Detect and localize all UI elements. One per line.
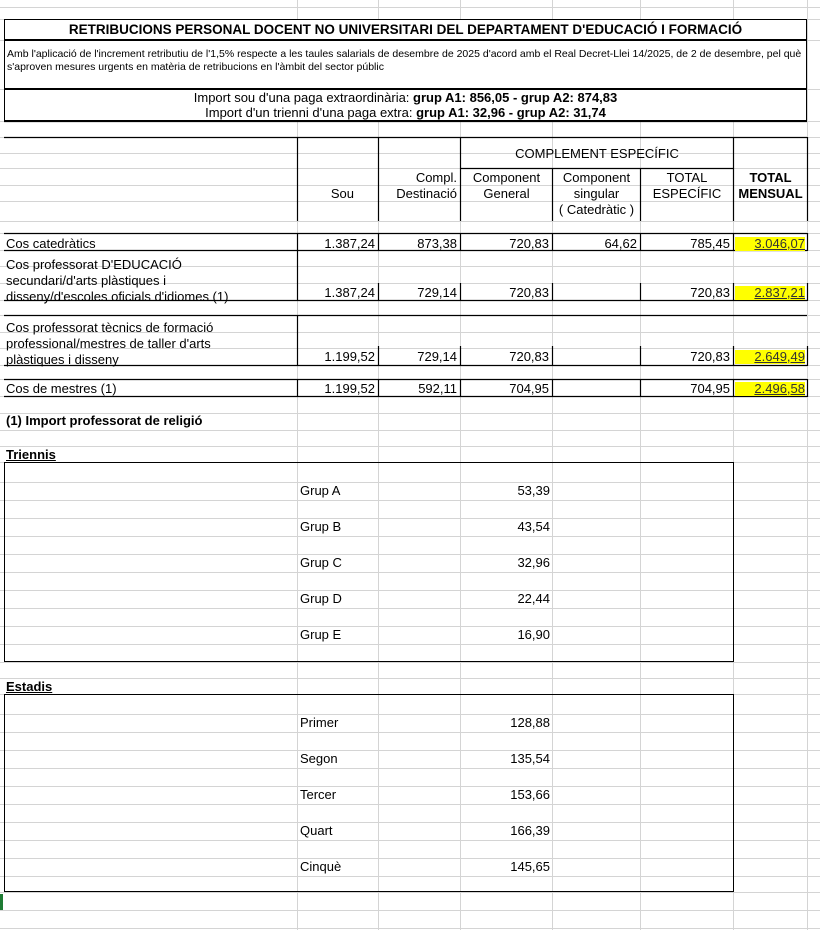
cell-desti[interactable]: 729,14 [417, 349, 457, 364]
estadis-value[interactable]: 153,66 [510, 787, 550, 802]
cell-especific[interactable]: 720,83 [690, 285, 730, 300]
cell-especific[interactable]: 704,95 [690, 381, 730, 396]
cell-desti[interactable]: 873,38 [417, 236, 457, 251]
cell-total-mensual[interactable]: 2.837,21 [754, 285, 805, 300]
header-total-especific-2: ESPECÍFIC [652, 186, 722, 201]
estadis-value[interactable]: 145,65 [510, 859, 550, 874]
row-label: professional/mestres de taller d'arts [6, 336, 211, 351]
header-general-1: Component [472, 170, 541, 185]
cell-sou[interactable]: 1.199,52 [324, 349, 375, 364]
cell-general[interactable]: 720,83 [509, 285, 549, 300]
header-compl-1: Compl. [415, 170, 457, 185]
footnote: (1) Import professorat de religió [6, 413, 203, 428]
cell-total-mensual[interactable]: 2.496,58 [754, 381, 805, 396]
triennis-value[interactable]: 22,44 [517, 591, 550, 606]
cell-sou[interactable]: 1.387,24 [324, 285, 375, 300]
row-label: secundari/d'arts plàstiques i [6, 273, 167, 288]
header-general-2: General [483, 186, 530, 201]
header-compl-2: Destinació [396, 186, 457, 201]
header-total-mensual-2: MENSUAL [738, 186, 803, 201]
cell-general[interactable]: 704,95 [509, 381, 549, 396]
estadis-value[interactable]: 128,88 [510, 715, 550, 730]
row-label: Cos catedràtics [6, 236, 96, 251]
cell-especific[interactable]: 785,45 [690, 236, 730, 251]
cell-desti[interactable]: 592,11 [418, 381, 457, 396]
estadis-value[interactable]: 135,54 [510, 751, 550, 766]
estadis-value[interactable]: 166,39 [510, 823, 550, 838]
triennis-label: Grup A [300, 483, 341, 498]
cell-singular[interactable]: 64,62 [604, 236, 637, 251]
header-sou: Sou [330, 186, 354, 201]
cell-total-mensual[interactable]: 2.649,49 [754, 349, 805, 364]
extra-pay-label-2: Import d'un trienni d'una paga extra: [205, 105, 417, 120]
cell-sou[interactable]: 1.199,52 [324, 381, 375, 396]
cell-selection-marker [0, 894, 3, 910]
extra-pay-line-1 [4, 90, 807, 105]
extra-pay-label-1: Import sou d'una paga extraordinària: [193, 90, 414, 105]
triennis-value[interactable]: 53,39 [517, 483, 550, 498]
estadis-title: Estadis [6, 679, 53, 694]
triennis-value[interactable]: 32,96 [517, 555, 550, 570]
cell-total-mensual[interactable]: 3.046,07 [754, 236, 805, 251]
header-singular-3: ( Catedràtic ) [558, 202, 635, 217]
cell-desti[interactable]: 729,14 [417, 285, 457, 300]
triennis-title: Triennis [6, 447, 56, 462]
triennis-label: Grup D [300, 591, 342, 606]
cell-especific[interactable]: 720,83 [690, 349, 730, 364]
extra-pay-line-2 [4, 105, 807, 120]
triennis-label: Grup E [300, 627, 342, 642]
header-singular-2: singular [573, 186, 620, 201]
triennis-box [4, 462, 734, 662]
header-total-especific-1: TOTAL [666, 170, 708, 185]
estadis-box [4, 694, 734, 892]
estadis-label: Quart [300, 823, 333, 838]
cell-general[interactable]: 720,83 [509, 349, 549, 364]
triennis-label: Grup C [300, 555, 342, 570]
header-singular-1: Component [562, 170, 631, 185]
triennis-label: Grup B [300, 519, 342, 534]
estadis-label: Cinquè [300, 859, 342, 874]
extra-pay-value-1: grup A1: 856,05 - grup A2: 874,83 [413, 90, 618, 105]
row-label: Cos professorat tècnics de formació [6, 320, 214, 335]
extra-pay-value-2: grup A1: 32,96 - grup A2: 31,74 [416, 105, 606, 120]
triennis-value[interactable]: 43,54 [517, 519, 550, 534]
cell-general[interactable]: 720,83 [509, 236, 549, 251]
triennis-value[interactable]: 16,90 [517, 627, 550, 642]
page-title: RETRIBUCIONS PERSONAL DOCENT NO UNIVERSITARI DEL DEPARTAMENT D'EDUCACIÓ I FORMACIÓ [68, 22, 743, 37]
header-total-mensual-1: TOTAL [749, 170, 792, 185]
cell-sou[interactable]: 1.387,24 [324, 236, 375, 251]
row-label: disseny/d'escoles oficials d'idiomes (1) [6, 289, 229, 304]
row-label: plàstiques i disseny [6, 352, 119, 367]
estadis-label: Primer [300, 715, 339, 730]
row-label: Cos de mestres (1) [6, 381, 117, 396]
estadis-label: Segon [300, 751, 338, 766]
intro-text: Amb l'aplicació de l'increment retributiu de l'1,5% respecte a les taules salarials de desembre de 2025 d'acord amb el Real Decret-Llei 14/2025, de 2 de desembre, pel què s'aproven mesures urgents en matèria de retribucions en l'àmbit del sector públic [7, 48, 802, 73]
row-label: Cos professorat D'EDUCACIÓ [6, 257, 182, 272]
header-complement-especific: COMPLEMENT ESPECÍFIC [515, 146, 679, 161]
estadis-label: Tercer [300, 787, 337, 802]
